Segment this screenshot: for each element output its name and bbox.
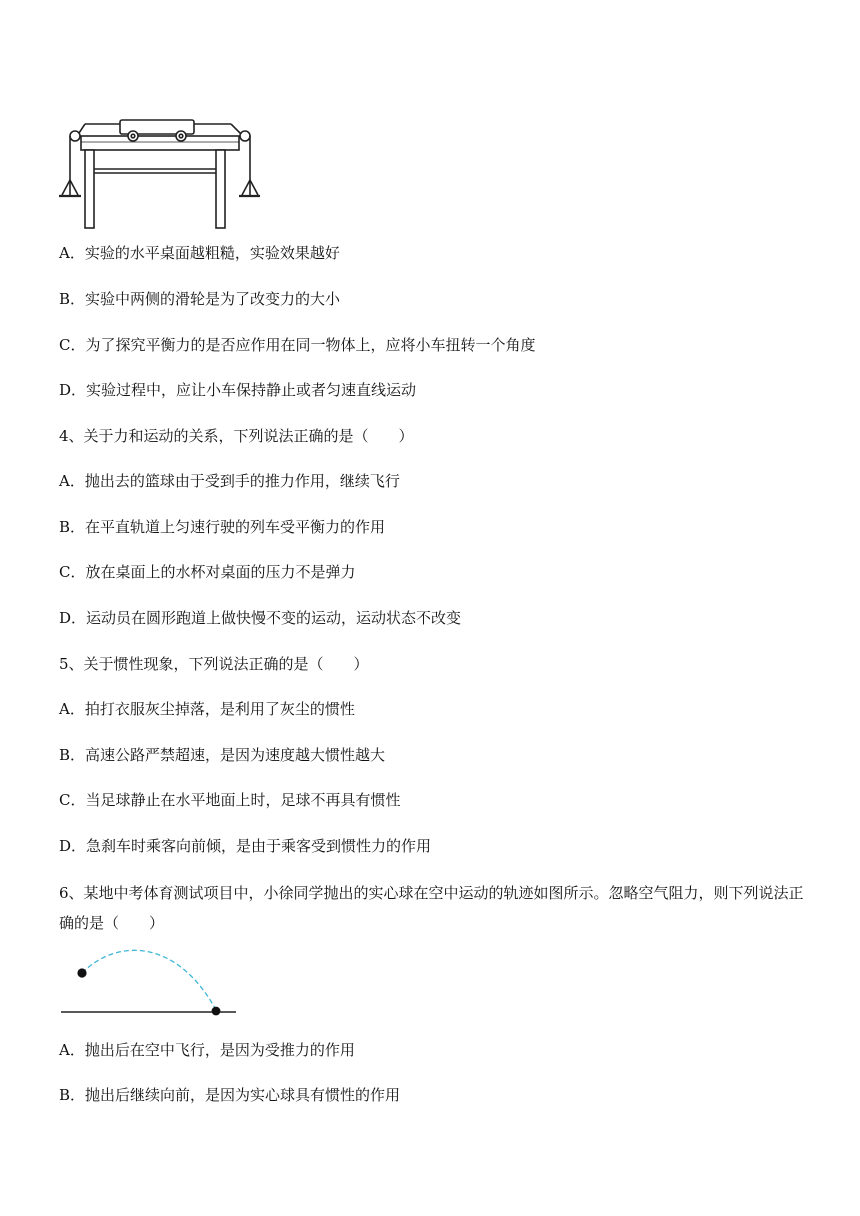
q4-option-d: D．运动员在圆形跑道上做快慢不变的运动，运动状态不改变 (59, 609, 462, 627)
q3-option-d: D．实验过程中，应让小车保持静止或者匀速直线运动 (59, 381, 417, 399)
q4-stem: 4、关于力和运动的关系，下列说法正确的是（ ） (59, 427, 414, 445)
q5-option-c: C．当足球静止在水平地面上时，足球不再具有惯性 (59, 791, 401, 809)
q5-option-d: D．急刹车时乘客向前倾，是由于乘客受到惯性力的作用 (59, 837, 432, 855)
q5-option-a: A．拍打衣服灰尘掉落，是利用了灰尘的惯性 (59, 700, 355, 718)
q4-option-a: A．抛出去的篮球由于受到手的推力作用，继续飞行 (59, 472, 400, 490)
q4-option-c: C．放在桌面上的水杯对桌面的压力不是弹力 (59, 563, 356, 581)
q4-option-b: B．在平直轨道上匀速行驶的列车受平衡力的作用 (59, 518, 386, 536)
q5-option-b: B．高速公路严禁超速，是因为速度越大惯性越大 (59, 746, 386, 764)
q6-option-b: B．抛出后继续向前，是因为实心球具有惯性的作用 (59, 1086, 401, 1104)
q3-option-c: C．为了探究平衡力的是否应作用在同一物体上，应将小车扭转一个角度 (59, 336, 536, 354)
trajectory-figure (58, 945, 240, 1021)
q3-option-a: A．实验的水平桌面越粗糙，实验效果越好 (59, 244, 340, 262)
q5-stem: 5、关于惯性现象，下列说法正确的是（ ） (59, 655, 369, 673)
q6-stem: 6、某地中考体育测试项目中，小徐同学抛出的实心球在空中运动的轨迹如图所示。忽略空气阻力，则下列说法正确的是（ ） (59, 884, 804, 932)
q6-option-a: A．抛出后在空中飞行，是因为受推力的作用 (59, 1041, 355, 1059)
q3-option-b: B．实验中两侧的滑轮是为了改变力的大小 (59, 290, 341, 308)
balance-experiment-figure (55, 112, 260, 232)
